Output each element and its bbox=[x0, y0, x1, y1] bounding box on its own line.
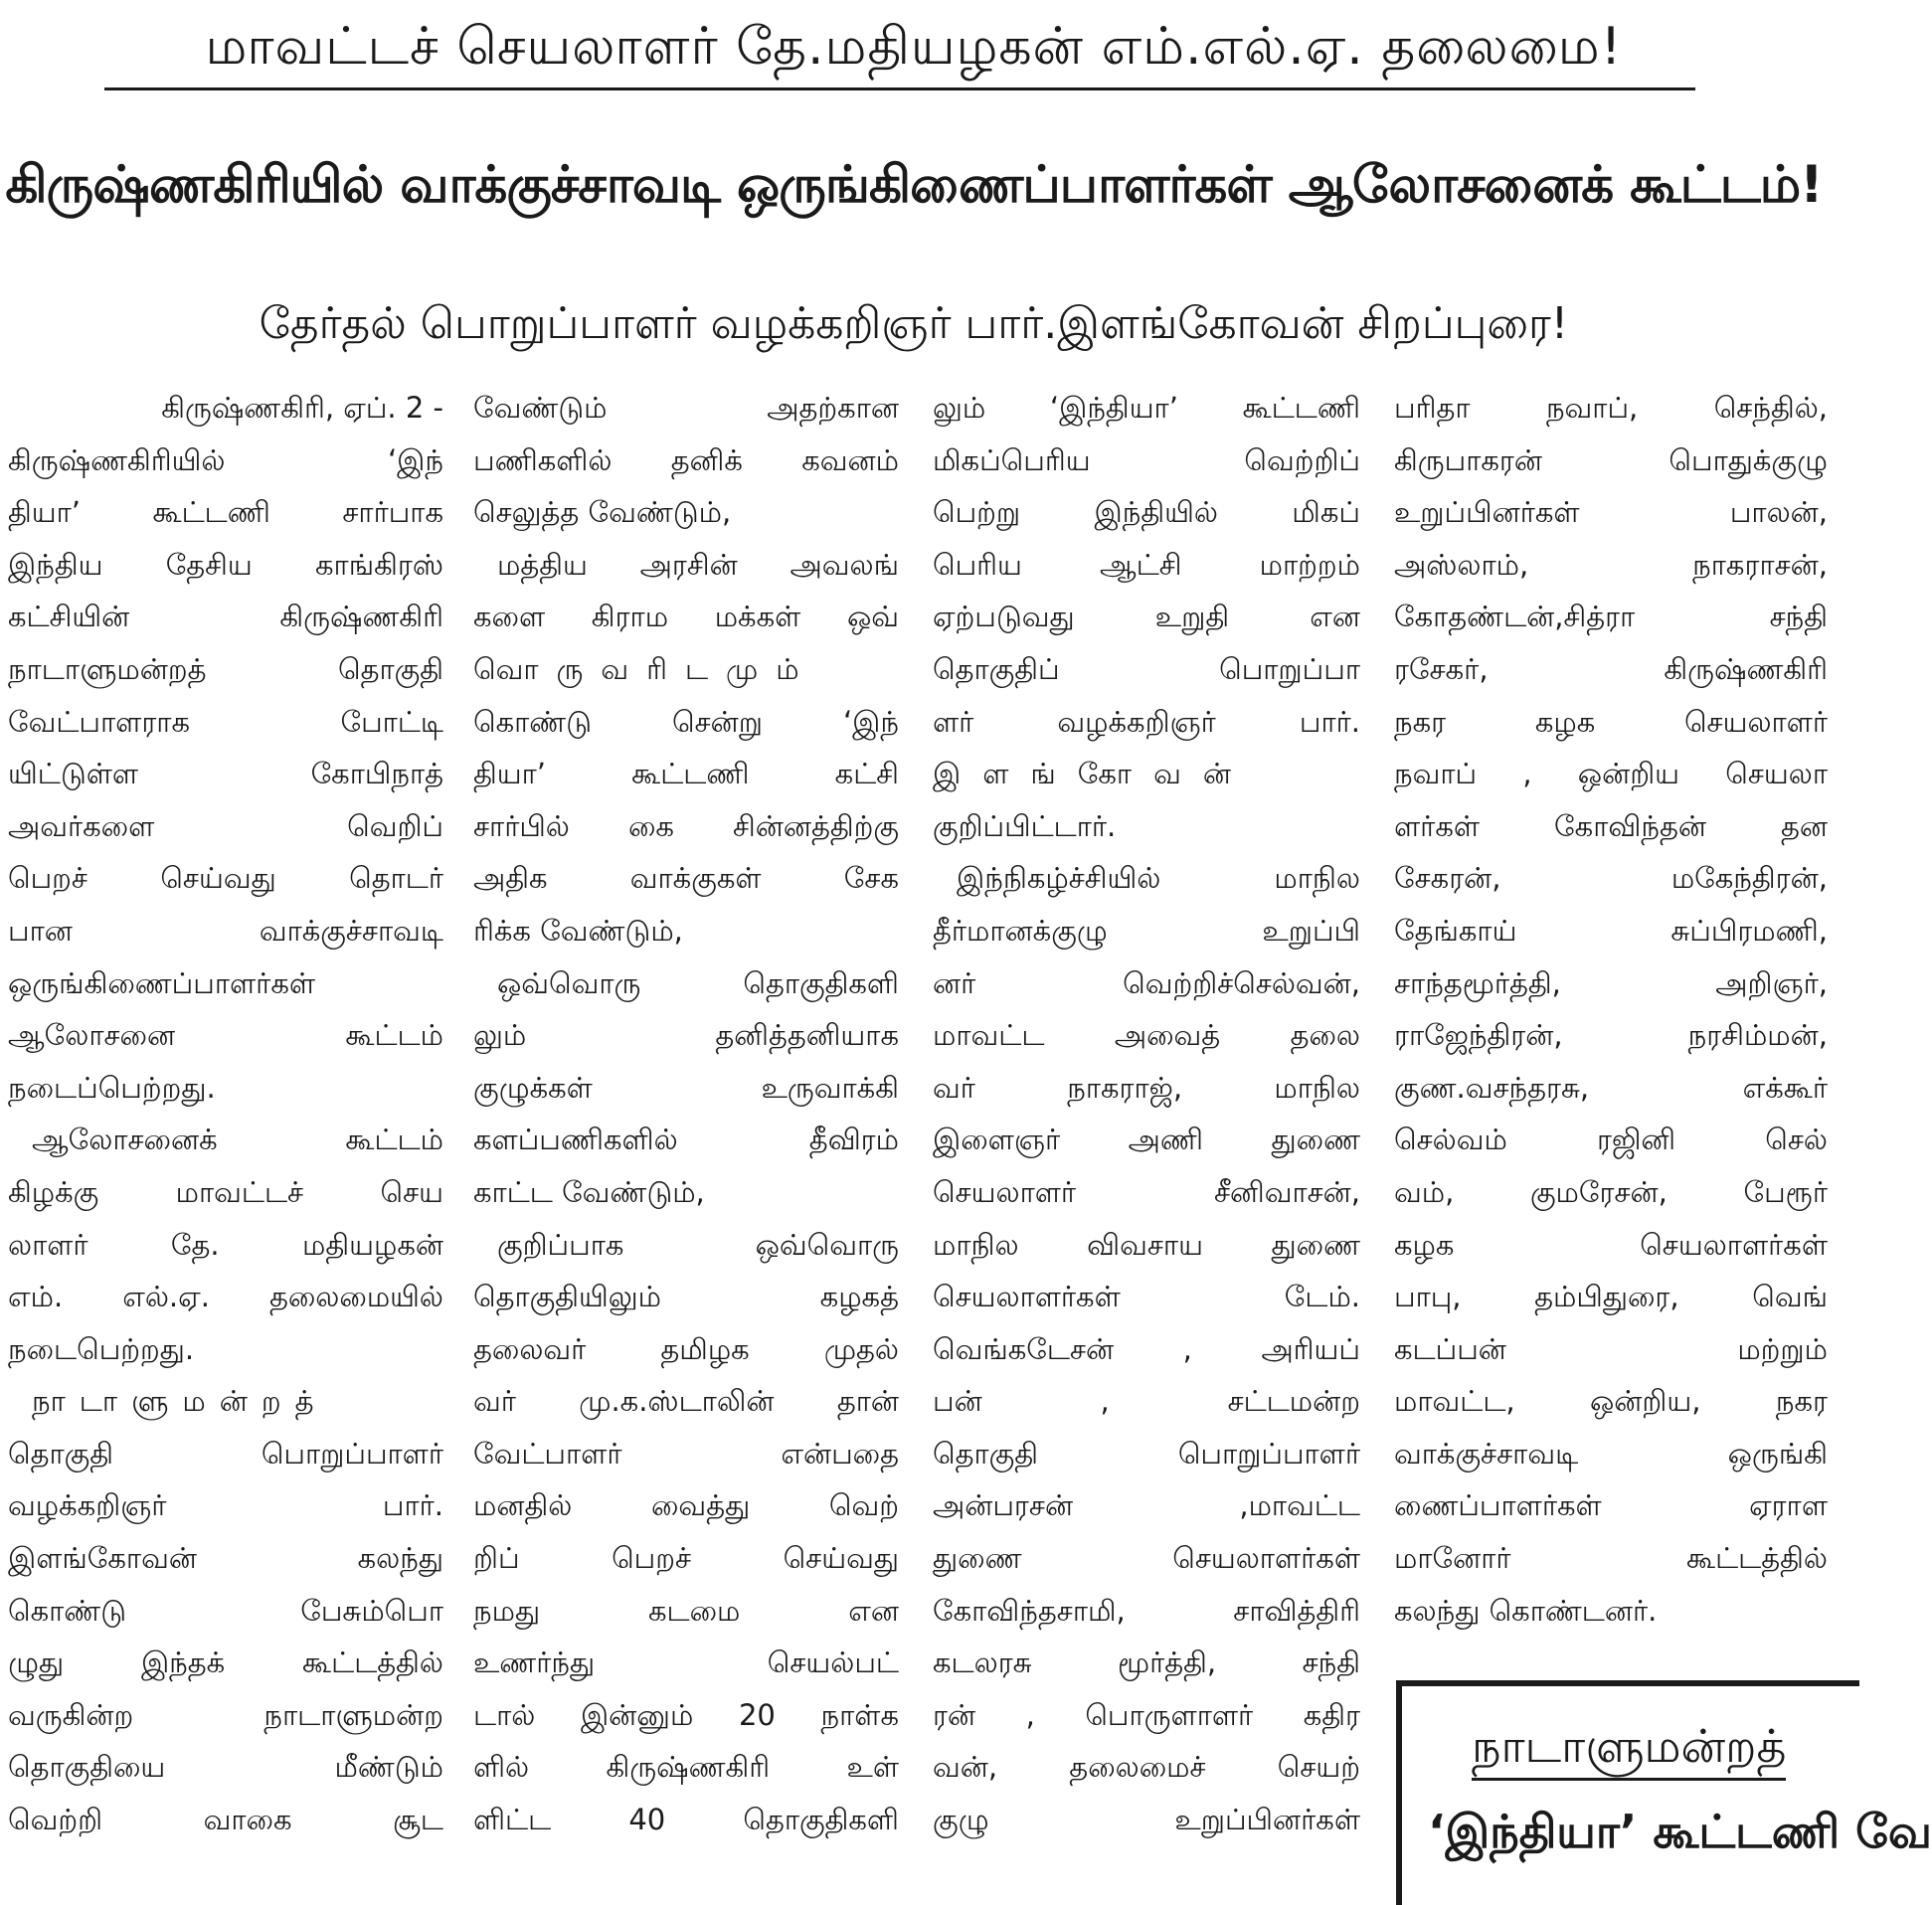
text-line: வெங்கடேசன் , அரியப் bbox=[933, 1331, 1360, 1366]
text-line: ஏற்படுவது உறுதி என bbox=[933, 600, 1360, 634]
text-line: எம். எல்.ஏ. தலைமையில் bbox=[8, 1280, 443, 1314]
text-line: இளங்கோவன் கலந்து bbox=[8, 1541, 443, 1576]
text-line: வம், குமரேசன், பேரூர் bbox=[1394, 1174, 1828, 1209]
text-line: வர் மு.க.ஸ்டாலின் தான் bbox=[473, 1384, 899, 1419]
text-line: பெறச் செய்வது தொடர் bbox=[8, 861, 443, 896]
text-line: அவர்களை வெறிப் bbox=[8, 808, 443, 843]
text-line: குழு உறுப்பினர்கள் bbox=[933, 1803, 1360, 1837]
text-line: கிருபாகரன் பொதுக்குழு bbox=[1394, 442, 1828, 477]
text-line: ரிக்க வேண்டும், bbox=[473, 913, 683, 948]
text-line: ளில் கிருஷ்ணகிரி உள் bbox=[473, 1750, 899, 1785]
text-line: தொகுதிப் பொறுப்பா bbox=[933, 651, 1360, 686]
text-line: கலந்து கொண்டனர். bbox=[1394, 1593, 1658, 1628]
text-line: மாநில விவசாய துணை bbox=[933, 1227, 1360, 1262]
text-line: கிருஷ்ணகிரியில் ‘இந் bbox=[8, 442, 443, 477]
text-line: கோவிந்தசாமி, சாவித்திரி bbox=[933, 1593, 1360, 1628]
text-line: யிட்டுள்ள கோபிநாத் bbox=[8, 757, 443, 791]
text-line: கடலரசு மூர்த்தி, சந்தி bbox=[933, 1645, 1360, 1680]
text-line: தியா’ கூட்டணி கட்சி bbox=[473, 757, 899, 791]
text-line: ரசேகர், கிருஷ்ணகிரி bbox=[1394, 651, 1828, 686]
text-line: தியா’ கூட்டணி சார்பாக bbox=[8, 495, 443, 530]
text-line: செயலாளர் சீனிவாசன், bbox=[933, 1174, 1360, 1209]
text-line: பாபு, தம்பிதுரை, வெங் bbox=[1394, 1280, 1828, 1314]
text-line: ரன் , பொருளாளர் கதிர bbox=[933, 1697, 1360, 1732]
text-line: வர் நாகராஜ், மாநில bbox=[933, 1070, 1360, 1105]
text-line: டால் இன்னும் 20 நாள்க bbox=[473, 1697, 899, 1732]
text-line: செலுத்த வேண்டும், bbox=[473, 495, 732, 530]
text-line: தொகுதியிலும் கழகத் bbox=[473, 1280, 899, 1314]
text-line: சேகரன், மகேந்திரன், bbox=[1394, 861, 1828, 896]
text-line: நவாப் , ஒன்றிய செயலா bbox=[1394, 757, 1828, 791]
text-line: அன்பரசன் ,மாவட்ட bbox=[933, 1488, 1360, 1523]
text-line: கட்சியின் கிருஷ்ணகிரி bbox=[8, 600, 443, 634]
text-line: வாக்குச்சாவடி ஒருங்கி bbox=[1394, 1436, 1828, 1471]
related-story-box bbox=[1396, 1680, 1932, 1905]
text-line: நகர கழக செயலாளர் bbox=[1394, 704, 1828, 739]
text-line: தொகுதியை மீண்டும் bbox=[8, 1750, 443, 1785]
text-line: வழக்கறிஞர் பார். bbox=[8, 1488, 443, 1523]
text-line: மத்திய அரசின் அவலங் bbox=[497, 547, 899, 582]
text-line: மிகப்பெரிய வெற்றிப் bbox=[933, 442, 1360, 477]
text-line: லாளர் தே. மதியழகன் bbox=[8, 1227, 443, 1262]
text-line: நமது கடமை என bbox=[473, 1593, 899, 1628]
text-line: கிழக்கு மாவட்டச் செய bbox=[8, 1174, 443, 1209]
text-line: தொகுதி பொறுப்பாளர் bbox=[933, 1436, 1360, 1471]
text-line: களப்பணிகளில் தீவிரம் bbox=[473, 1123, 899, 1157]
text-line: கழக செயலாளர்கள் bbox=[1394, 1227, 1828, 1262]
text-line: ராஜேந்திரன், நரசிம்மன், bbox=[1394, 1018, 1828, 1053]
text-line: உணர்ந்து செயல்பட் bbox=[473, 1645, 899, 1680]
text-line: குண.வசந்தரசு, எக்கூர் bbox=[1394, 1070, 1828, 1105]
text-line: ளர்கள் கோவிந்தன் தன bbox=[1394, 808, 1828, 843]
text-line: வொருவரிடமும் bbox=[473, 651, 817, 686]
text-line: பெற்று இந்தியில் மிகப் bbox=[933, 495, 1360, 530]
text-line: சாந்தமூர்த்தி, அறிஞர், bbox=[1394, 965, 1828, 1000]
text-line: லும் ‘இந்தியா’ கூட்டணி bbox=[933, 391, 1360, 425]
article-column-1 bbox=[8, 382, 443, 1846]
text-line: ழுது இந்தக் கூட்டத்தில் bbox=[8, 1645, 443, 1680]
text-line: குறிப்பிட்டார். bbox=[933, 808, 1117, 843]
text-line: தொகுதி பொறுப்பாளர் bbox=[8, 1436, 443, 1471]
kicker-rule bbox=[104, 87, 1695, 90]
sub-headline: தேர்தல் பொறுப்பாளர் வழக்கறிஞர் பார்.இளங்கோவன் சிறப்புரை! bbox=[259, 298, 1569, 349]
text-line: வேண்டும் அதற்கான bbox=[473, 391, 899, 425]
text-line: நடைப்பெற்றது. bbox=[8, 1070, 216, 1105]
text-line: ஆலோசனை கூட்டம் bbox=[8, 1018, 443, 1053]
text-line: செல்வம் ரஜினி செல் bbox=[1394, 1123, 1828, 1157]
text-line: தலைவர் தமிழக முதல் bbox=[473, 1331, 899, 1366]
text-line: கோதண்டன்,சித்ரா சந்தி bbox=[1394, 600, 1828, 634]
text-line: பான வாக்குச்சாவடி bbox=[8, 913, 443, 948]
text-line: வன், தலைமைச் செயற் bbox=[933, 1750, 1360, 1785]
text-line: கொண்டு பேசும்பொ bbox=[8, 1593, 443, 1628]
kicker-headline: மாவட்டச் செயலாளர் தே.மதியழகன் எம்.எல்.ஏ. தலைமை! bbox=[205, 17, 1623, 77]
text-line: வேட்பாளர் என்பதை bbox=[473, 1436, 899, 1471]
text-line: லும் தனித்தனியாக bbox=[473, 1018, 899, 1053]
related-story-line-2: ‘இந்தியா’ கூட்டணி வே bbox=[1428, 1805, 1932, 1858]
text-line: பணிகளில் தனிக் கவனம் bbox=[473, 442, 899, 477]
text-line: சார்பில் கை சின்னத்திற்கு bbox=[473, 808, 899, 843]
text-line: அஸ்லாம், நாகராசன், bbox=[1394, 547, 1828, 582]
related-story-line-1: நாடாளுமன்றத் bbox=[1472, 1716, 1786, 1781]
text-line: இளங்கோவன் bbox=[933, 757, 1253, 791]
text-line: வேட்பாளராக போட்டி bbox=[8, 704, 443, 739]
text-line: நாடாளுமன்றத் தொகுதி bbox=[8, 651, 443, 686]
text-line: மானோர் கூட்டத்தில் bbox=[1394, 1541, 1828, 1576]
text-line: ணைப்பாளர்கள் ஏராள bbox=[1394, 1488, 1828, 1523]
text-line: ளர் வழக்கறிஞர் பார். bbox=[933, 704, 1360, 739]
article-column-2 bbox=[473, 382, 899, 1846]
text-line: னர் வெற்றிச்செல்வன், bbox=[933, 965, 1360, 1000]
text-line: வருகின்ற நாடாளுமன்ற bbox=[8, 1697, 443, 1732]
text-line: கடப்பன் மற்றும் bbox=[1394, 1331, 1828, 1366]
text-line: தீர்மானக்குழு உறுப்பி bbox=[933, 913, 1360, 948]
text-line: நடைபெற்றது. bbox=[8, 1331, 195, 1366]
text-line: காட்ட வேண்டும், bbox=[473, 1174, 705, 1209]
text-line: ஆலோசனைக் கூட்டம் bbox=[32, 1123, 443, 1157]
text-line: வெற்றி வாகை சூட bbox=[8, 1803, 443, 1837]
text-line: இளைஞர் அணி துணை bbox=[933, 1123, 1360, 1157]
text-line: பன் , சட்டமன்ற bbox=[933, 1384, 1360, 1419]
text-line: றிப் பெறச் செய்வது bbox=[473, 1541, 899, 1576]
text-line: மாவட்ட, ஒன்றிய, நகர bbox=[1394, 1384, 1828, 1419]
text-line: ளிட்ட 40 தொகுதிகளி bbox=[473, 1803, 899, 1837]
text-line: அதிக வாக்குகள் சேக bbox=[473, 861, 899, 896]
text-line: நாடாளுமன்றத் bbox=[32, 1384, 328, 1419]
text-line: துணை செயலாளர்கள் bbox=[933, 1541, 1360, 1576]
text-line: மாவட்ட அவைத் தலை bbox=[933, 1018, 1360, 1053]
article-column-4 bbox=[1394, 382, 1828, 1637]
text-line: பரிதா நவாப், செந்தில், bbox=[1394, 391, 1828, 425]
text-line: இந்நிகழ்ச்சியில் மாநில bbox=[957, 861, 1360, 896]
text-line: ஒருங்கிணைப்பாளர்கள் bbox=[8, 965, 316, 1000]
main-headline: கிருஷ்ணகிரியில் வாக்குச்சாவடி ஒருங்கிணைப்பாளர்கள் ஆலோசனைக் கூட்டம்! bbox=[5, 155, 1823, 215]
text-line: மனதில் வைத்து வெற் bbox=[473, 1488, 899, 1523]
text-line: கிருஷ்ணகிரி, ஏப். 2 - bbox=[161, 391, 443, 425]
text-line: கொண்டு சென்று ‘இந் bbox=[473, 704, 899, 739]
text-line: செயலாளர்கள் டேம். bbox=[933, 1280, 1360, 1314]
text-line: பெரிய ஆட்சி மாற்றம் bbox=[933, 547, 1360, 582]
text-line: இந்திய தேசிய காங்கிரஸ் bbox=[8, 547, 443, 582]
text-line: குறிப்பாக ஒவ்வொரு bbox=[497, 1227, 899, 1262]
text-line: களை கிராம மக்கள் ஒவ் bbox=[473, 600, 899, 634]
text-line: தேங்காய் சுப்பிரமணி, bbox=[1394, 913, 1828, 948]
text-line: உறுப்பினர்கள் பாலன், bbox=[1394, 495, 1828, 530]
text-line: குழுக்கள் உருவாக்கி bbox=[473, 1070, 899, 1105]
text-line: ஒவ்வொரு தொகுதிகளி bbox=[497, 965, 899, 1000]
article-column-3 bbox=[933, 382, 1360, 1846]
